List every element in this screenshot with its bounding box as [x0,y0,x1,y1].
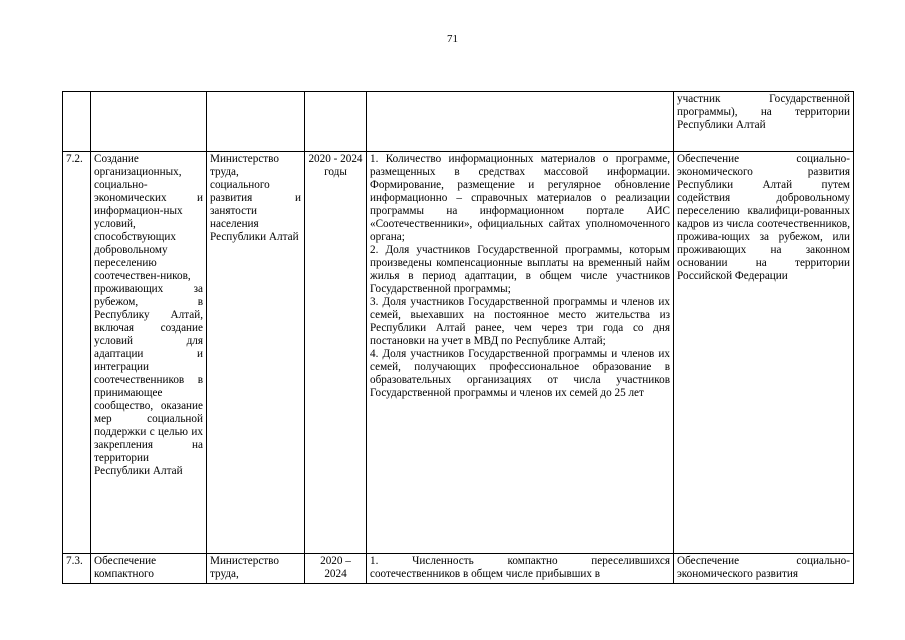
table-row [63,554,854,584]
indicators-cell [367,92,674,152]
period-cell: 2020 – 2024 [305,554,367,584]
activity-cell: Создание организационных, социально-экономических и информацион-ных условий, способствующих добровольному переселению соотечествен-ников, проживающих за рубежом, в Республику Алтай, включая создание условий для адаптации и интеграции соотечественников в принимающее сообщество, оказание мер социальной поддержки с целью их закрепления на территории Республики Алтай [91,152,207,554]
activity-cell: Обеспечение компактного [91,554,207,584]
result-cell: участник Государственной программы), на территории Республики Алтай [674,92,854,152]
period-cell [305,92,367,152]
row-number-cell: 7.2. [63,152,91,554]
row-number-cell [63,92,91,152]
row-number-cell: 7.3. [63,554,91,584]
responsible-cell: Министерство труда, [207,554,305,584]
period-cell: 2020 - 2024 годы [305,152,367,554]
activity-cell [91,92,207,152]
page-number: 71 [447,33,458,45]
result-cell: Обеспечение социально-экономического развития [674,554,854,584]
responsible-cell: Министерство труда, социального развития и занятости населения Республики Алтай [207,152,305,554]
indicators-cell: 1. Количество информационных материалов о программе, размещенных в средствах массовой информации. Формирование, размещение и регулярное обновление информационно – справочных материалов о реализации программы на информационном портале АИС «Соотечественники», официальных сайтах уполномоченного органа; 2. Доля участников Государственной программы, которым произведены компенсационные выплаты на временный найм жилья в период адаптации, в общем числе участников Государственной программы; 3. Доля участников Государственной программы и членов их семей, выехавших на постоянное место жительства из Республики Алтай ранее, чем через три года со дня постановки на учет в МВД по Республике Алтай; 4. Доля участников Государственной программы и членов их семей, получающих профессиональное образование в образовательных организациях от числа участников Государственной программы и членов их семей до 25 лет [367,152,674,554]
result-cell: Обеспечение социально-экономического развития Республики Алтай путем содействия добровольному переселению квалифици-рованных кадров из числа соотечественников, прожива-ющих за рубежом, или проживающих на законном основании на территории Российской Федерации [674,152,854,554]
indicators-cell: 1. Численность компактно переселившихся соотечественников в общем числе прибывших в [367,554,674,584]
table-row [63,152,854,554]
table-row [63,92,854,152]
program-activities-table [62,91,854,584]
responsible-cell [207,92,305,152]
